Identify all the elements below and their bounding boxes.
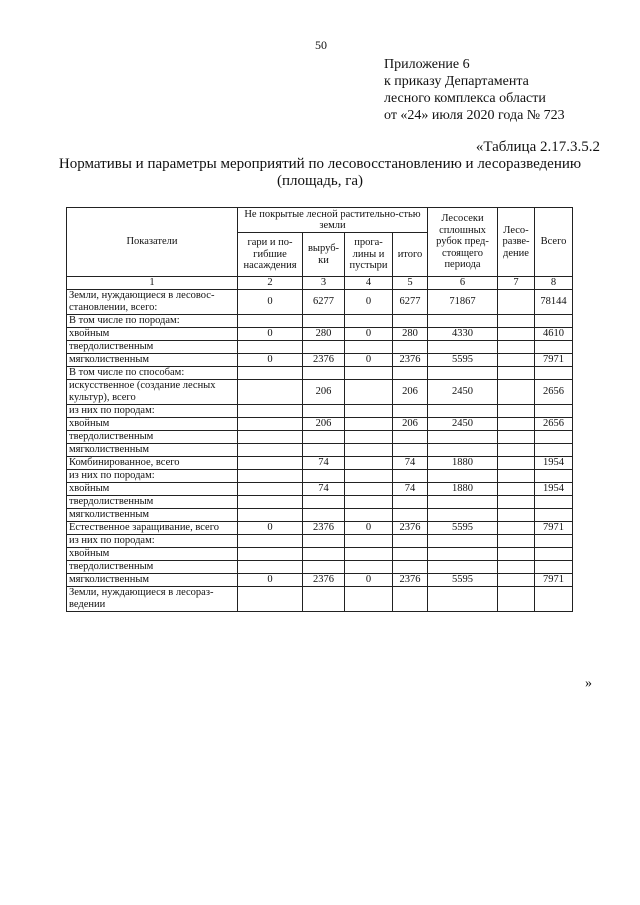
table-row — [67, 456, 573, 469]
table-cell: 0 — [345, 521, 393, 534]
table-cell: 1880 — [428, 456, 498, 469]
table-cell — [393, 547, 428, 560]
table-cell: 7971 — [535, 573, 573, 586]
header-row — [67, 208, 573, 233]
table-row — [67, 289, 573, 314]
table-cell: 2376 — [393, 353, 428, 366]
table-cell: 2450 — [428, 417, 498, 430]
table-cell — [303, 495, 345, 508]
table-cell — [238, 508, 303, 521]
table-cell — [238, 314, 303, 327]
table-cell: 4610 — [535, 327, 573, 340]
table-cell — [345, 379, 393, 404]
row-label: хвойным — [67, 482, 238, 495]
table-cell: 71867 — [428, 289, 498, 314]
table-cell — [498, 327, 535, 340]
table-cell — [428, 469, 498, 482]
table-row — [67, 430, 573, 443]
row-label: из них по породам: — [67, 404, 238, 417]
table-row — [67, 353, 573, 366]
table-row — [67, 586, 573, 611]
table-cell — [345, 586, 393, 611]
table-cell — [498, 547, 535, 560]
table-label: «Таблица 2.17.3.5.2 — [475, 139, 600, 155]
table-cell — [535, 366, 573, 379]
table-cell: 206 — [303, 417, 345, 430]
table-cell — [303, 340, 345, 353]
row-label: Земли, нуждающиеся в лесовос-становлении, всего: — [67, 289, 238, 314]
table-cell: 78144 — [535, 289, 573, 314]
table-cell: 2450 — [428, 379, 498, 404]
row-label: хвойным — [67, 547, 238, 560]
table-cell — [393, 430, 428, 443]
table-cell — [428, 495, 498, 508]
header-group: Не покрытые лесной растительно-стью земли — [238, 208, 428, 233]
table-cell — [238, 547, 303, 560]
table-cell — [303, 560, 345, 573]
table-cell — [498, 482, 535, 495]
table-cell — [535, 404, 573, 417]
table-cell — [393, 586, 428, 611]
row-label: мягколиственным — [67, 353, 238, 366]
title-line: Нормативы и параметры мероприятий по лесовосстановлению и лесоразведению — [58, 156, 582, 172]
table-cell: 0 — [345, 327, 393, 340]
document-title — [0, 156, 640, 190]
table-cell: 1880 — [428, 482, 498, 495]
appendix-block — [384, 56, 565, 124]
table-cell — [303, 314, 345, 327]
table-cell — [428, 534, 498, 547]
table-cell — [345, 404, 393, 417]
table-cell — [535, 443, 573, 456]
header-vyrubki: выруб-ки — [303, 233, 345, 277]
table-row — [67, 469, 573, 482]
table-row — [67, 443, 573, 456]
table-cell — [428, 430, 498, 443]
table-cell — [238, 443, 303, 456]
appendix-line: лесного комплекса области — [384, 91, 546, 106]
table-cell: 74 — [393, 456, 428, 469]
table-cell — [428, 443, 498, 456]
table-cell — [393, 366, 428, 379]
table-cell — [238, 456, 303, 469]
table-cell — [535, 340, 573, 353]
table-cell: 74 — [393, 482, 428, 495]
table-cell: 0 — [238, 573, 303, 586]
table-row — [67, 417, 573, 430]
table-cell: 0 — [238, 289, 303, 314]
table-cell — [303, 366, 345, 379]
table-cell — [428, 547, 498, 560]
table-cell: 5595 — [428, 353, 498, 366]
table-cell — [428, 314, 498, 327]
table-cell — [498, 495, 535, 508]
column-number: 6 — [428, 277, 498, 290]
row-label: из них по породам: — [67, 469, 238, 482]
table-cell — [498, 586, 535, 611]
table-cell — [345, 534, 393, 547]
table-cell: 2376 — [303, 353, 345, 366]
table-cell: 2376 — [393, 573, 428, 586]
table-cell — [393, 314, 428, 327]
table-cell — [535, 508, 573, 521]
row-label: Естественное заращивание, всего — [67, 521, 238, 534]
row-label: хвойным — [67, 417, 238, 430]
table-cell: 206 — [303, 379, 345, 404]
table-cell — [238, 534, 303, 547]
table-cell — [238, 404, 303, 417]
table-cell — [393, 340, 428, 353]
table-cell — [345, 482, 393, 495]
table-cell: 0 — [238, 521, 303, 534]
row-label: твердолиственным — [67, 495, 238, 508]
row-label: мягколиственным — [67, 573, 238, 586]
header-lesoseki: Лесосеки сплошных рубок пред-стоящего периода — [428, 208, 498, 277]
table-cell — [303, 469, 345, 482]
table-row — [67, 547, 573, 560]
table-cell: 74 — [303, 456, 345, 469]
table-cell: 1954 — [535, 456, 573, 469]
row-label: хвойным — [67, 327, 238, 340]
header-itogo: итого — [393, 233, 428, 277]
table-cell — [428, 586, 498, 611]
table-cell — [498, 508, 535, 521]
table-cell — [238, 417, 303, 430]
norms-table — [66, 207, 573, 612]
column-number: 7 — [498, 277, 535, 290]
table-cell — [345, 340, 393, 353]
table-cell — [428, 508, 498, 521]
table-cell: 2376 — [393, 521, 428, 534]
table-cell — [498, 469, 535, 482]
table-cell: 0 — [238, 327, 303, 340]
row-label: твердолиственным — [67, 430, 238, 443]
row-label: В том числе по способам: — [67, 366, 238, 379]
table-cell — [303, 430, 345, 443]
column-number: 5 — [393, 277, 428, 290]
table-cell — [345, 508, 393, 521]
table-cell: 74 — [303, 482, 345, 495]
table-cell — [535, 469, 573, 482]
table-row — [67, 366, 573, 379]
table-cell: 2656 — [535, 379, 573, 404]
row-label: мягколиственным — [67, 443, 238, 456]
table-cell — [303, 443, 345, 456]
table-cell: 6277 — [393, 289, 428, 314]
table-cell — [345, 495, 393, 508]
table-cell — [345, 314, 393, 327]
table-cell — [238, 495, 303, 508]
header-indicators: Показатели — [67, 208, 238, 277]
header-gari: гари и по-гибшие насаждения — [238, 233, 303, 277]
table-cell — [345, 560, 393, 573]
table-cell — [393, 534, 428, 547]
header-lesorazvedenie: Лесо-разве-дение — [498, 208, 535, 277]
table-cell: 5595 — [428, 521, 498, 534]
table-cell — [345, 366, 393, 379]
table-cell — [303, 508, 345, 521]
table-cell: 1954 — [535, 482, 573, 495]
table-cell: 206 — [393, 379, 428, 404]
appendix-line: от «24» июля 2020 года № 723 — [384, 108, 565, 123]
table-cell — [303, 586, 345, 611]
table-cell — [238, 366, 303, 379]
table-row — [67, 560, 573, 573]
page-number: 50 — [315, 38, 327, 52]
table-cell — [238, 469, 303, 482]
table-cell: 2656 — [535, 417, 573, 430]
column-number: 4 — [345, 277, 393, 290]
table-cell — [498, 366, 535, 379]
table-cell — [498, 417, 535, 430]
row-label: твердолиственным — [67, 560, 238, 573]
table-row — [67, 521, 573, 534]
appendix-line: к приказу Департамента — [384, 74, 529, 89]
table-cell — [303, 547, 345, 560]
table-cell — [345, 547, 393, 560]
row-label: из них по породам: — [67, 534, 238, 547]
table-cell — [238, 560, 303, 573]
column-number: 1 — [67, 277, 238, 290]
table-cell — [238, 340, 303, 353]
table-cell: 280 — [393, 327, 428, 340]
table-cell — [393, 508, 428, 521]
table-cell: 280 — [303, 327, 345, 340]
table-cell — [303, 534, 345, 547]
table-cell — [393, 560, 428, 573]
column-number-row — [67, 277, 573, 290]
row-label: мягколиственным — [67, 508, 238, 521]
table-cell — [345, 443, 393, 456]
row-label: В том числе по породам: — [67, 314, 238, 327]
table-row — [67, 404, 573, 417]
row-label: искусственное (создание лесных культур), всего — [67, 379, 238, 404]
table-cell: 7971 — [535, 521, 573, 534]
table-row — [67, 314, 573, 327]
table-cell — [238, 482, 303, 495]
table-cell — [303, 404, 345, 417]
table-row — [67, 495, 573, 508]
table-cell — [535, 586, 573, 611]
table-cell — [428, 404, 498, 417]
table-cell: 7971 — [535, 353, 573, 366]
table-cell — [498, 534, 535, 547]
column-number: 3 — [303, 277, 345, 290]
table-cell — [535, 314, 573, 327]
table-cell — [428, 340, 498, 353]
table-cell — [535, 430, 573, 443]
table-cell — [345, 430, 393, 443]
table-row — [67, 340, 573, 353]
table-row — [67, 508, 573, 521]
table-cell: 6277 — [303, 289, 345, 314]
table-cell — [498, 289, 535, 314]
table-cell — [498, 379, 535, 404]
table-row — [67, 327, 573, 340]
header-progaliny: прога-лины и пустыри — [345, 233, 393, 277]
table-cell: 2376 — [303, 573, 345, 586]
table-cell: 0 — [345, 289, 393, 314]
table-cell — [428, 366, 498, 379]
table-cell — [535, 534, 573, 547]
table-row — [67, 573, 573, 586]
table-cell — [498, 353, 535, 366]
closing-quote: » — [585, 676, 592, 691]
header-vsego: Всего — [535, 208, 573, 277]
table-cell — [393, 404, 428, 417]
column-number: 2 — [238, 277, 303, 290]
table-cell: 0 — [345, 353, 393, 366]
table-cell — [498, 314, 535, 327]
table-cell: 206 — [393, 417, 428, 430]
table-cell — [345, 469, 393, 482]
table-cell — [498, 443, 535, 456]
table-cell — [345, 417, 393, 430]
table-row — [67, 534, 573, 547]
table-cell — [535, 495, 573, 508]
table-cell — [535, 547, 573, 560]
row-label: Земли, нуждающиеся в лесораз-ведении — [67, 586, 238, 611]
title-unit: (площадь, га) — [277, 173, 363, 189]
table-cell — [345, 456, 393, 469]
table-cell: 4330 — [428, 327, 498, 340]
row-label: твердолиственным — [67, 340, 238, 353]
table-cell — [393, 469, 428, 482]
table-cell — [498, 340, 535, 353]
table-cell — [238, 379, 303, 404]
table-cell — [498, 456, 535, 469]
table-cell — [498, 430, 535, 443]
table-cell — [238, 430, 303, 443]
table-cell: 2376 — [303, 521, 345, 534]
table-cell: 5595 — [428, 573, 498, 586]
appendix-line: Приложение 6 — [384, 57, 470, 72]
table-row — [67, 482, 573, 495]
table-cell — [393, 495, 428, 508]
table-cell — [498, 560, 535, 573]
table-cell — [535, 560, 573, 573]
table-cell — [498, 404, 535, 417]
table-cell — [238, 586, 303, 611]
table-cell — [498, 521, 535, 534]
table-row — [67, 379, 573, 404]
table-cell — [393, 443, 428, 456]
table-cell — [498, 573, 535, 586]
table-cell: 0 — [345, 573, 393, 586]
row-label: Комбинированное, всего — [67, 456, 238, 469]
table-cell: 0 — [238, 353, 303, 366]
table-cell — [428, 560, 498, 573]
column-number: 8 — [535, 277, 573, 290]
